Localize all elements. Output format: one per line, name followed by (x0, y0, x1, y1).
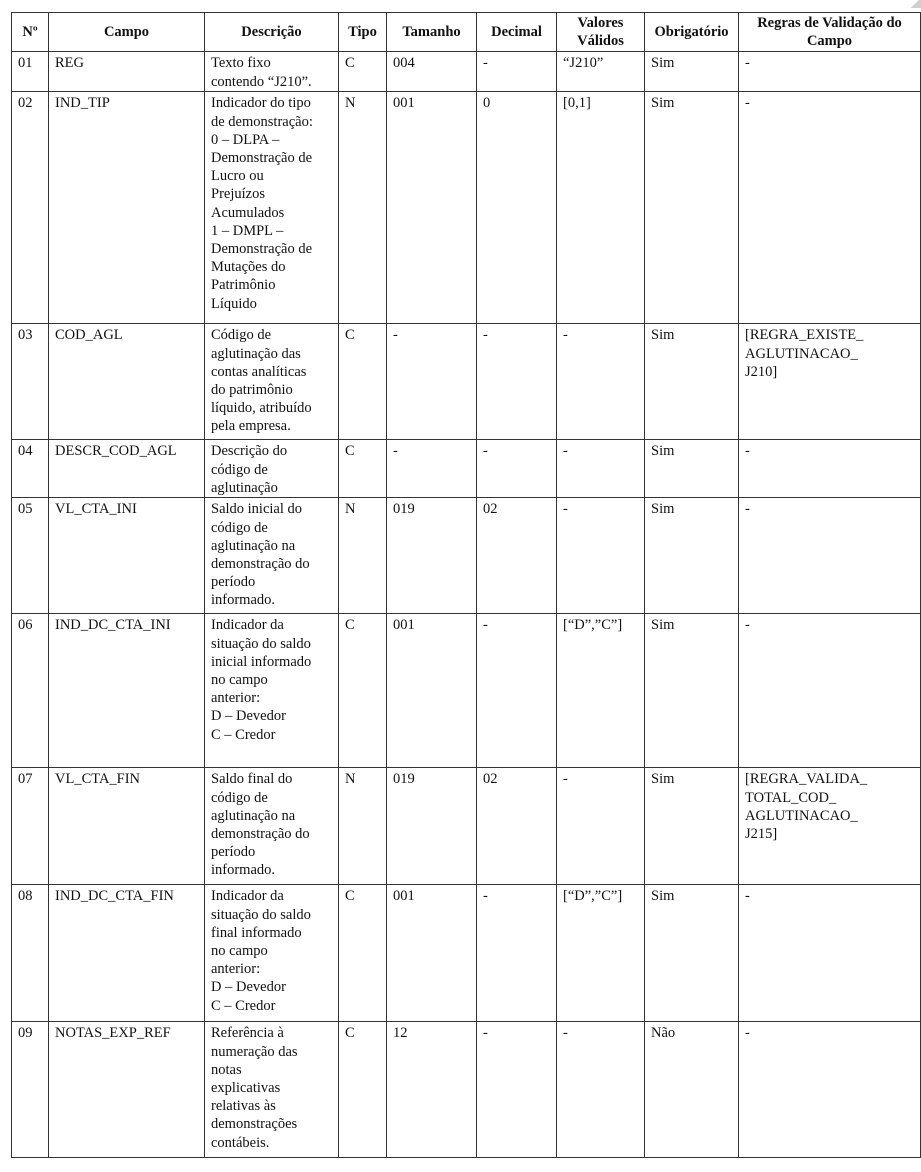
cell-descricao: Indicador do tipo de demonstração: 0 – DLPA – Demonstração de Lucro ou Prejuízos Acumulados 1 – DMPL – Demonstração de Mutações do Patrimônio Líquido (205, 92, 339, 324)
cell-decimal: - (477, 324, 557, 440)
cell-tipo: C (339, 324, 387, 440)
header-tipo: Tipo (339, 13, 387, 52)
cell-campo: IND_DC_CTA_INI (49, 614, 205, 768)
cell-tamanho: 019 (387, 498, 477, 614)
cell-descricao: Indicador da situação do saldo inicial informado no campo anterior: D – Devedor C – Credor (205, 614, 339, 768)
cell-descricao: Texto fixo contendo “J210”. (205, 52, 339, 92)
document-page (11, 12, 921, 1158)
cell-tamanho: - (387, 440, 477, 498)
cell-num: 03 (12, 324, 49, 440)
cell-descricao: Descrição do código de aglutinação (205, 440, 339, 498)
field-layout-table (11, 12, 921, 1158)
cell-regras: [REGRA_EXISTE_ AGLUTINACAO_ J210] (739, 324, 921, 440)
header-descricao: Descrição (205, 13, 339, 52)
cell-obrigatorio: Sim (645, 92, 739, 324)
header-decimal: Decimal (477, 13, 557, 52)
cell-campo: REG (49, 52, 205, 92)
cell-valores: - (557, 1022, 645, 1158)
cell-decimal: 0 (477, 92, 557, 324)
header-num: Nº (12, 13, 49, 52)
cell-num: 04 (12, 440, 49, 498)
cell-valores: - (557, 440, 645, 498)
cell-tamanho: 001 (387, 92, 477, 324)
cell-obrigatorio: Sim (645, 885, 739, 1022)
table-row (12, 1022, 921, 1158)
cell-campo: VL_CTA_INI (49, 498, 205, 614)
table-row (12, 885, 921, 1022)
cell-regras: - (739, 1022, 921, 1158)
cell-obrigatorio: Sim (645, 498, 739, 614)
cell-campo: DESCR_COD_AGL (49, 440, 205, 498)
cell-tamanho: 12 (387, 1022, 477, 1158)
cell-decimal: 02 (477, 498, 557, 614)
cell-num: 02 (12, 92, 49, 324)
cell-valores: - (557, 768, 645, 885)
cell-obrigatorio: Sim (645, 614, 739, 768)
cell-num: 09 (12, 1022, 49, 1158)
table-row (12, 52, 921, 92)
header-tamanho: Tamanho (387, 13, 477, 52)
cell-valores: - (557, 324, 645, 440)
cell-descricao: Indicador da situação do saldo final informado no campo anterior: D – Devedor C – Credor (205, 885, 339, 1022)
cell-tipo: C (339, 1022, 387, 1158)
cell-num: 01 (12, 52, 49, 92)
cell-obrigatorio: Sim (645, 52, 739, 92)
cell-regras: - (739, 614, 921, 768)
cell-tipo: C (339, 885, 387, 1022)
header-regras: Regras de Validação do Campo (739, 13, 921, 52)
cell-num: 06 (12, 614, 49, 768)
cell-regras: - (739, 52, 921, 92)
cell-tamanho: 001 (387, 885, 477, 1022)
cell-tamanho: 004 (387, 52, 477, 92)
table-row (12, 768, 921, 885)
cell-tamanho: 001 (387, 614, 477, 768)
cell-tipo: C (339, 52, 387, 92)
header-obrigatorio: Obrigatório (645, 13, 739, 52)
table-row (12, 92, 921, 324)
cell-tipo: N (339, 498, 387, 614)
cell-descricao: Saldo inicial do código de aglutinação na demonstração do período informado. (205, 498, 339, 614)
cell-obrigatorio: Não (645, 1022, 739, 1158)
cell-campo: IND_DC_CTA_FIN (49, 885, 205, 1022)
cell-campo: IND_TIP (49, 92, 205, 324)
cell-regras: - (739, 498, 921, 614)
cell-obrigatorio: Sim (645, 768, 739, 885)
cell-descricao: Código de aglutinação das contas analíticas do patrimônio líquido, atribuído pela empresa. (205, 324, 339, 440)
header-campo: Campo (49, 13, 205, 52)
cell-valores: [0,1] (557, 92, 645, 324)
cell-num: 07 (12, 768, 49, 885)
table-row (12, 324, 921, 440)
cell-decimal: - (477, 440, 557, 498)
cell-descricao: Saldo final do código de aglutinação na demonstração do período informado. (205, 768, 339, 885)
cell-regras: - (739, 885, 921, 1022)
cell-regras: - (739, 92, 921, 324)
header-valores: Valores Válidos (557, 13, 645, 52)
cell-tamanho: - (387, 324, 477, 440)
cell-decimal: - (477, 885, 557, 1022)
table-header-row (12, 13, 921, 52)
page-corner-mark (909, 0, 921, 8)
table-row (12, 614, 921, 768)
cell-obrigatorio: Sim (645, 440, 739, 498)
cell-tipo: C (339, 440, 387, 498)
cell-num: 08 (12, 885, 49, 1022)
cell-valores: “J210” (557, 52, 645, 92)
cell-tipo: N (339, 92, 387, 324)
cell-tipo: C (339, 614, 387, 768)
cell-decimal: - (477, 1022, 557, 1158)
cell-tipo: N (339, 768, 387, 885)
cell-valores: [“D”,”C”] (557, 885, 645, 1022)
cell-obrigatorio: Sim (645, 324, 739, 440)
cell-regras: - (739, 440, 921, 498)
cell-decimal: - (477, 614, 557, 768)
cell-num: 05 (12, 498, 49, 614)
cell-valores: [“D”,”C”] (557, 614, 645, 768)
cell-campo: NOTAS_EXP_REF (49, 1022, 205, 1158)
cell-tamanho: 019 (387, 768, 477, 885)
cell-campo: COD_AGL (49, 324, 205, 440)
table-row (12, 440, 921, 498)
table-row (12, 498, 921, 614)
cell-decimal: 02 (477, 768, 557, 885)
cell-regras: [REGRA_VALIDA_ TOTAL_COD_ AGLUTINACAO_ J215] (739, 768, 921, 885)
cell-valores: - (557, 498, 645, 614)
cell-decimal: - (477, 52, 557, 92)
cell-campo: VL_CTA_FIN (49, 768, 205, 885)
cell-descricao: Referência à numeração das notas explicativas relativas às demonstrações contábeis. (205, 1022, 339, 1158)
